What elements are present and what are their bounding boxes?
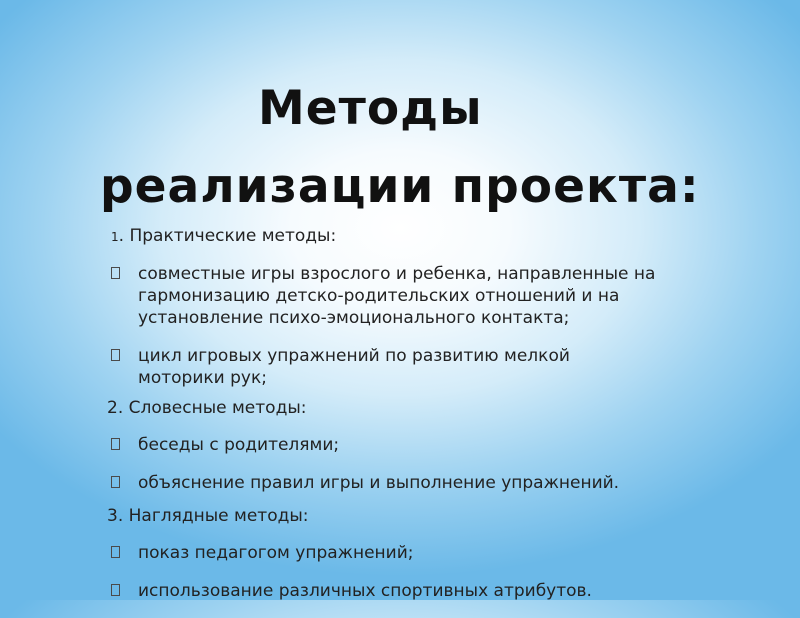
section-heading-visual: 3. Наглядные методы:	[107, 506, 309, 526]
list-item	[107, 580, 747, 602]
section-heading-practical	[107, 225, 747, 248]
list-item-text: цикл игровых упражнений по развитию мелкой моторики рук;	[138, 346, 570, 388]
list-item-text: показ педагогом упражнений;	[138, 543, 414, 563]
section-heading-text: . Практические методы:	[118, 226, 337, 246]
square-bullet-icon	[111, 349, 120, 361]
list-item	[107, 345, 658, 389]
square-bullet-icon	[111, 476, 120, 488]
list-item-text: беседы с родителями;	[138, 435, 340, 455]
square-bullet-icon	[111, 267, 120, 279]
list-item-text: совместные игры взрослого и ребенка, направленные на гармонизацию детско-родительских отношений и на установление психо-эмоционального контакта;	[138, 264, 656, 328]
square-bullet-icon	[111, 546, 120, 558]
list-item	[107, 472, 747, 494]
methods-list	[107, 225, 747, 618]
slide-title	[0, 70, 800, 226]
list-item-text: использование различных спортивных атрибутов.	[138, 581, 592, 601]
section-number: 1	[111, 230, 119, 244]
list-item	[107, 542, 747, 564]
list-item	[107, 263, 738, 329]
square-bullet-icon	[111, 438, 120, 450]
section-heading-verbal: 2. Словесные методы:	[107, 398, 307, 418]
list-item	[107, 434, 747, 456]
slide-title-line1: Методы	[258, 81, 483, 136]
square-bullet-icon	[111, 584, 120, 596]
slide-title-line2: реализации проекта:	[100, 159, 700, 214]
list-item-text: объяснение правил игры и выполнение упражнений.	[138, 473, 620, 493]
